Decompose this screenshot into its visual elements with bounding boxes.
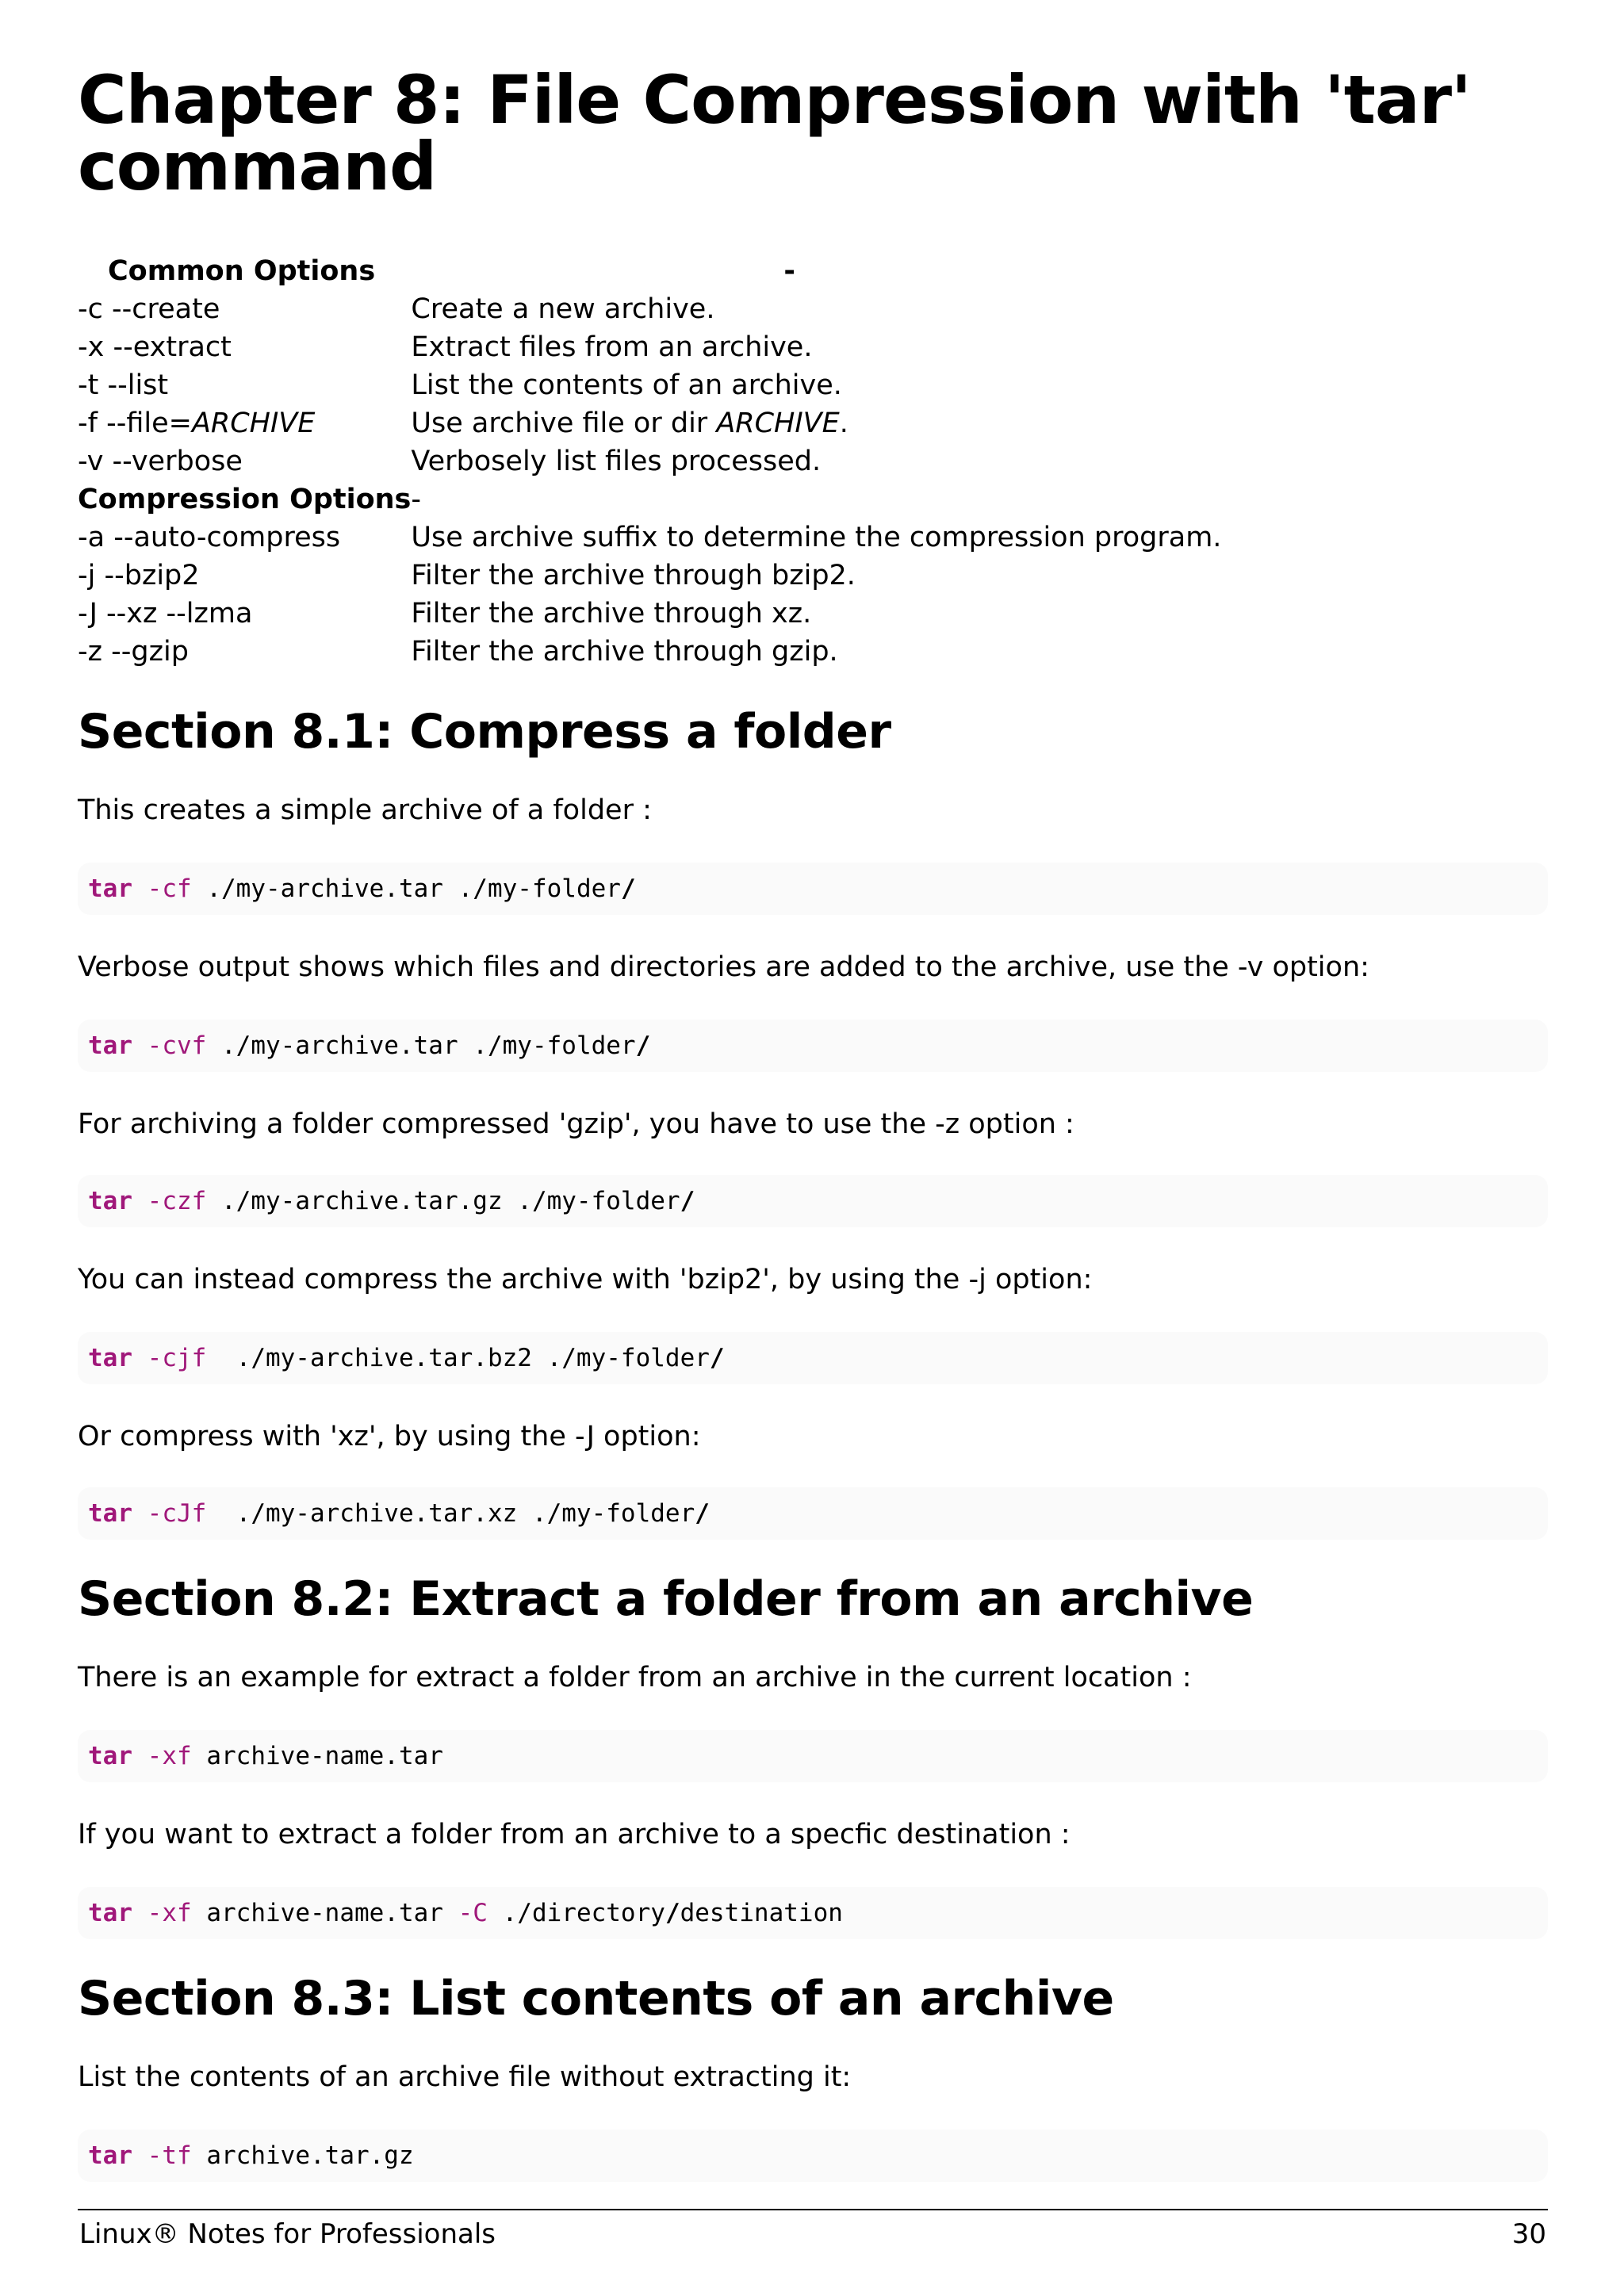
code-flag: -xf: [147, 1899, 192, 1927]
compression-options-header-dash: -: [411, 484, 422, 515]
option-description-italic: ARCHIVE: [716, 408, 840, 439]
footer-book-title: Linux® Notes for Professionals: [79, 2218, 496, 2250]
option-description: Extract files from an archive.: [411, 331, 813, 363]
code-text: ./: [206, 1344, 266, 1372]
option-description: Create a new archive.: [411, 293, 715, 325]
options-table: [78, 252, 1221, 671]
code-text: archive.tar.gz: [206, 2141, 414, 2170]
code-command: tar: [88, 2141, 132, 2170]
option-row: [78, 290, 1221, 328]
option-row: [78, 404, 1221, 442]
code-block: [78, 863, 1548, 915]
code-text: ./: [502, 1899, 532, 1927]
code-text: my-folder: [576, 1344, 710, 1372]
code-text: /: [665, 1899, 680, 1927]
code-flag: -tf: [147, 2141, 192, 2170]
code-flag: -xf: [147, 1742, 192, 1770]
code-block: [78, 1487, 1548, 1540]
paragraph: Verbose output shows which files and directories are added to the archive, use the -v option:: [78, 951, 1369, 983]
code-text: ./: [546, 1344, 576, 1372]
code-text: archive-name.tar: [206, 1742, 443, 1770]
footer-page-number: 30: [1511, 2218, 1546, 2250]
code-block: [78, 1020, 1548, 1072]
code-text: destination: [680, 1899, 843, 1927]
code-text: ./: [517, 1187, 547, 1215]
compression-options-header: Compression Options: [78, 484, 412, 515]
option-description: Verbosely list files processed.: [411, 446, 822, 477]
option-row: [78, 442, 1221, 480]
code-block: [78, 1887, 1548, 1939]
option-flag: -a --auto-compress: [78, 522, 341, 553]
code-text: archive-name.tar: [206, 1899, 458, 1927]
code-text: /: [620, 874, 636, 903]
code-text: /: [680, 1187, 695, 1215]
code-flag: -C: [458, 1899, 488, 1927]
option-flag: -j --bzip2: [78, 560, 200, 591]
code-flag: -cJf: [147, 1499, 207, 1528]
option-description: List the contents of an archive.: [411, 369, 842, 401]
paragraph: You can instead compress the archive with 'bzip2', by using the -j option:: [78, 1264, 1093, 1295]
code-text: my-archive.tar.xz: [265, 1499, 532, 1528]
paragraph: Or compress with 'xz', by using the -J option:: [78, 1421, 701, 1452]
code-text: ./: [221, 1031, 251, 1060]
option-flag: -c --create: [78, 293, 220, 325]
option-row: [78, 557, 1221, 595]
code-text: ./: [221, 1187, 251, 1215]
code-block: [78, 2130, 1548, 2182]
code-command: tar: [88, 1031, 132, 1060]
section-title-8-2: Section 8.2: Extract a folder from an archive: [78, 1571, 1254, 1627]
section-title-8-3: Section 8.3: List contents of an archive: [78, 1971, 1114, 2026]
code-command: tar: [88, 1344, 132, 1372]
code-text: ./: [458, 874, 488, 903]
option-flag: -J --xz --lzma: [78, 598, 253, 629]
paragraph: For archiving a folder compressed 'gzip', you have to use the -z option :: [78, 1108, 1074, 1140]
code-text: /: [695, 1499, 710, 1528]
code-text: ./: [206, 874, 236, 903]
option-description: Filter the archive through xz.: [411, 598, 812, 629]
code-flag: -czf: [147, 1187, 207, 1215]
code-text: my-archive.tar: [251, 1031, 473, 1060]
common-options-header: Common Options: [108, 255, 376, 287]
section-title-8-1: Section 8.1: Compress a folder: [78, 704, 891, 760]
option-flag: -t --list: [78, 369, 169, 401]
code-block: [78, 1175, 1548, 1227]
code-flag: -cjf: [147, 1344, 207, 1372]
code-command: tar: [88, 1899, 132, 1927]
option-flag: [78, 404, 411, 442]
code-block: [78, 1332, 1548, 1384]
paragraph: This creates a simple archive of a folder :: [78, 794, 652, 826]
option-row: [78, 328, 1221, 366]
code-text: /: [709, 1344, 725, 1372]
code-text: ./: [206, 1499, 266, 1528]
code-text: my-archive.tar: [236, 874, 458, 903]
code-text: my-folder: [487, 874, 621, 903]
code-block: [78, 1730, 1548, 1782]
code-command: tar: [88, 1499, 132, 1528]
code-text: directory: [531, 1899, 665, 1927]
common-options-header-dash: -: [783, 255, 795, 287]
option-description-suffix: .: [839, 408, 848, 439]
code-flag: -cvf: [147, 1031, 207, 1060]
option-description: [411, 404, 1221, 442]
paragraph: There is an example for extract a folder from an archive in the current location :: [78, 1662, 1192, 1693]
code-command: tar: [88, 1187, 132, 1215]
code-text: my-folder: [502, 1031, 636, 1060]
options-header-compression: [78, 480, 1221, 519]
footer-divider: [78, 2209, 1548, 2210]
option-flag-italic: ARCHIVE: [191, 408, 316, 439]
code-text: my-archive.tar.bz2: [265, 1344, 547, 1372]
document-page: [78, 0, 1548, 2296]
option-row: [78, 366, 1221, 404]
code-command: tar: [88, 874, 132, 903]
code-text: my-folder: [561, 1499, 695, 1528]
code-text: my-folder: [546, 1187, 680, 1215]
chapter-title: Chapter 8: File Compression with 'tar' command: [78, 61, 1471, 205]
option-description-prefix: Use archive file or dir: [411, 408, 717, 439]
code-text: ./: [473, 1031, 503, 1060]
option-row: [78, 519, 1221, 557]
option-flag: -v --verbose: [78, 446, 243, 477]
option-description: Filter the archive through bzip2.: [411, 560, 856, 591]
code-command: tar: [88, 1742, 132, 1770]
paragraph: List the contents of an archive file without extracting it:: [78, 2061, 852, 2093]
option-flag: -z --gzip: [78, 636, 189, 668]
code-text: my-archive.tar.gz: [251, 1187, 518, 1215]
option-description: Filter the archive through gzip.: [411, 636, 838, 668]
option-flag: -x --extract: [78, 331, 232, 363]
code-flag: -cf: [147, 874, 192, 903]
option-row: [78, 633, 1221, 671]
option-description: Use archive suffix to determine the compression program.: [411, 522, 1222, 553]
code-text: /: [635, 1031, 651, 1060]
option-row: [78, 595, 1221, 633]
options-header-common: [78, 252, 1221, 290]
option-flag-prefix: -f --file=: [78, 408, 192, 439]
paragraph: If you want to extract a folder from an archive to a specfic destination :: [78, 1819, 1071, 1850]
code-text: ./: [531, 1499, 562, 1528]
